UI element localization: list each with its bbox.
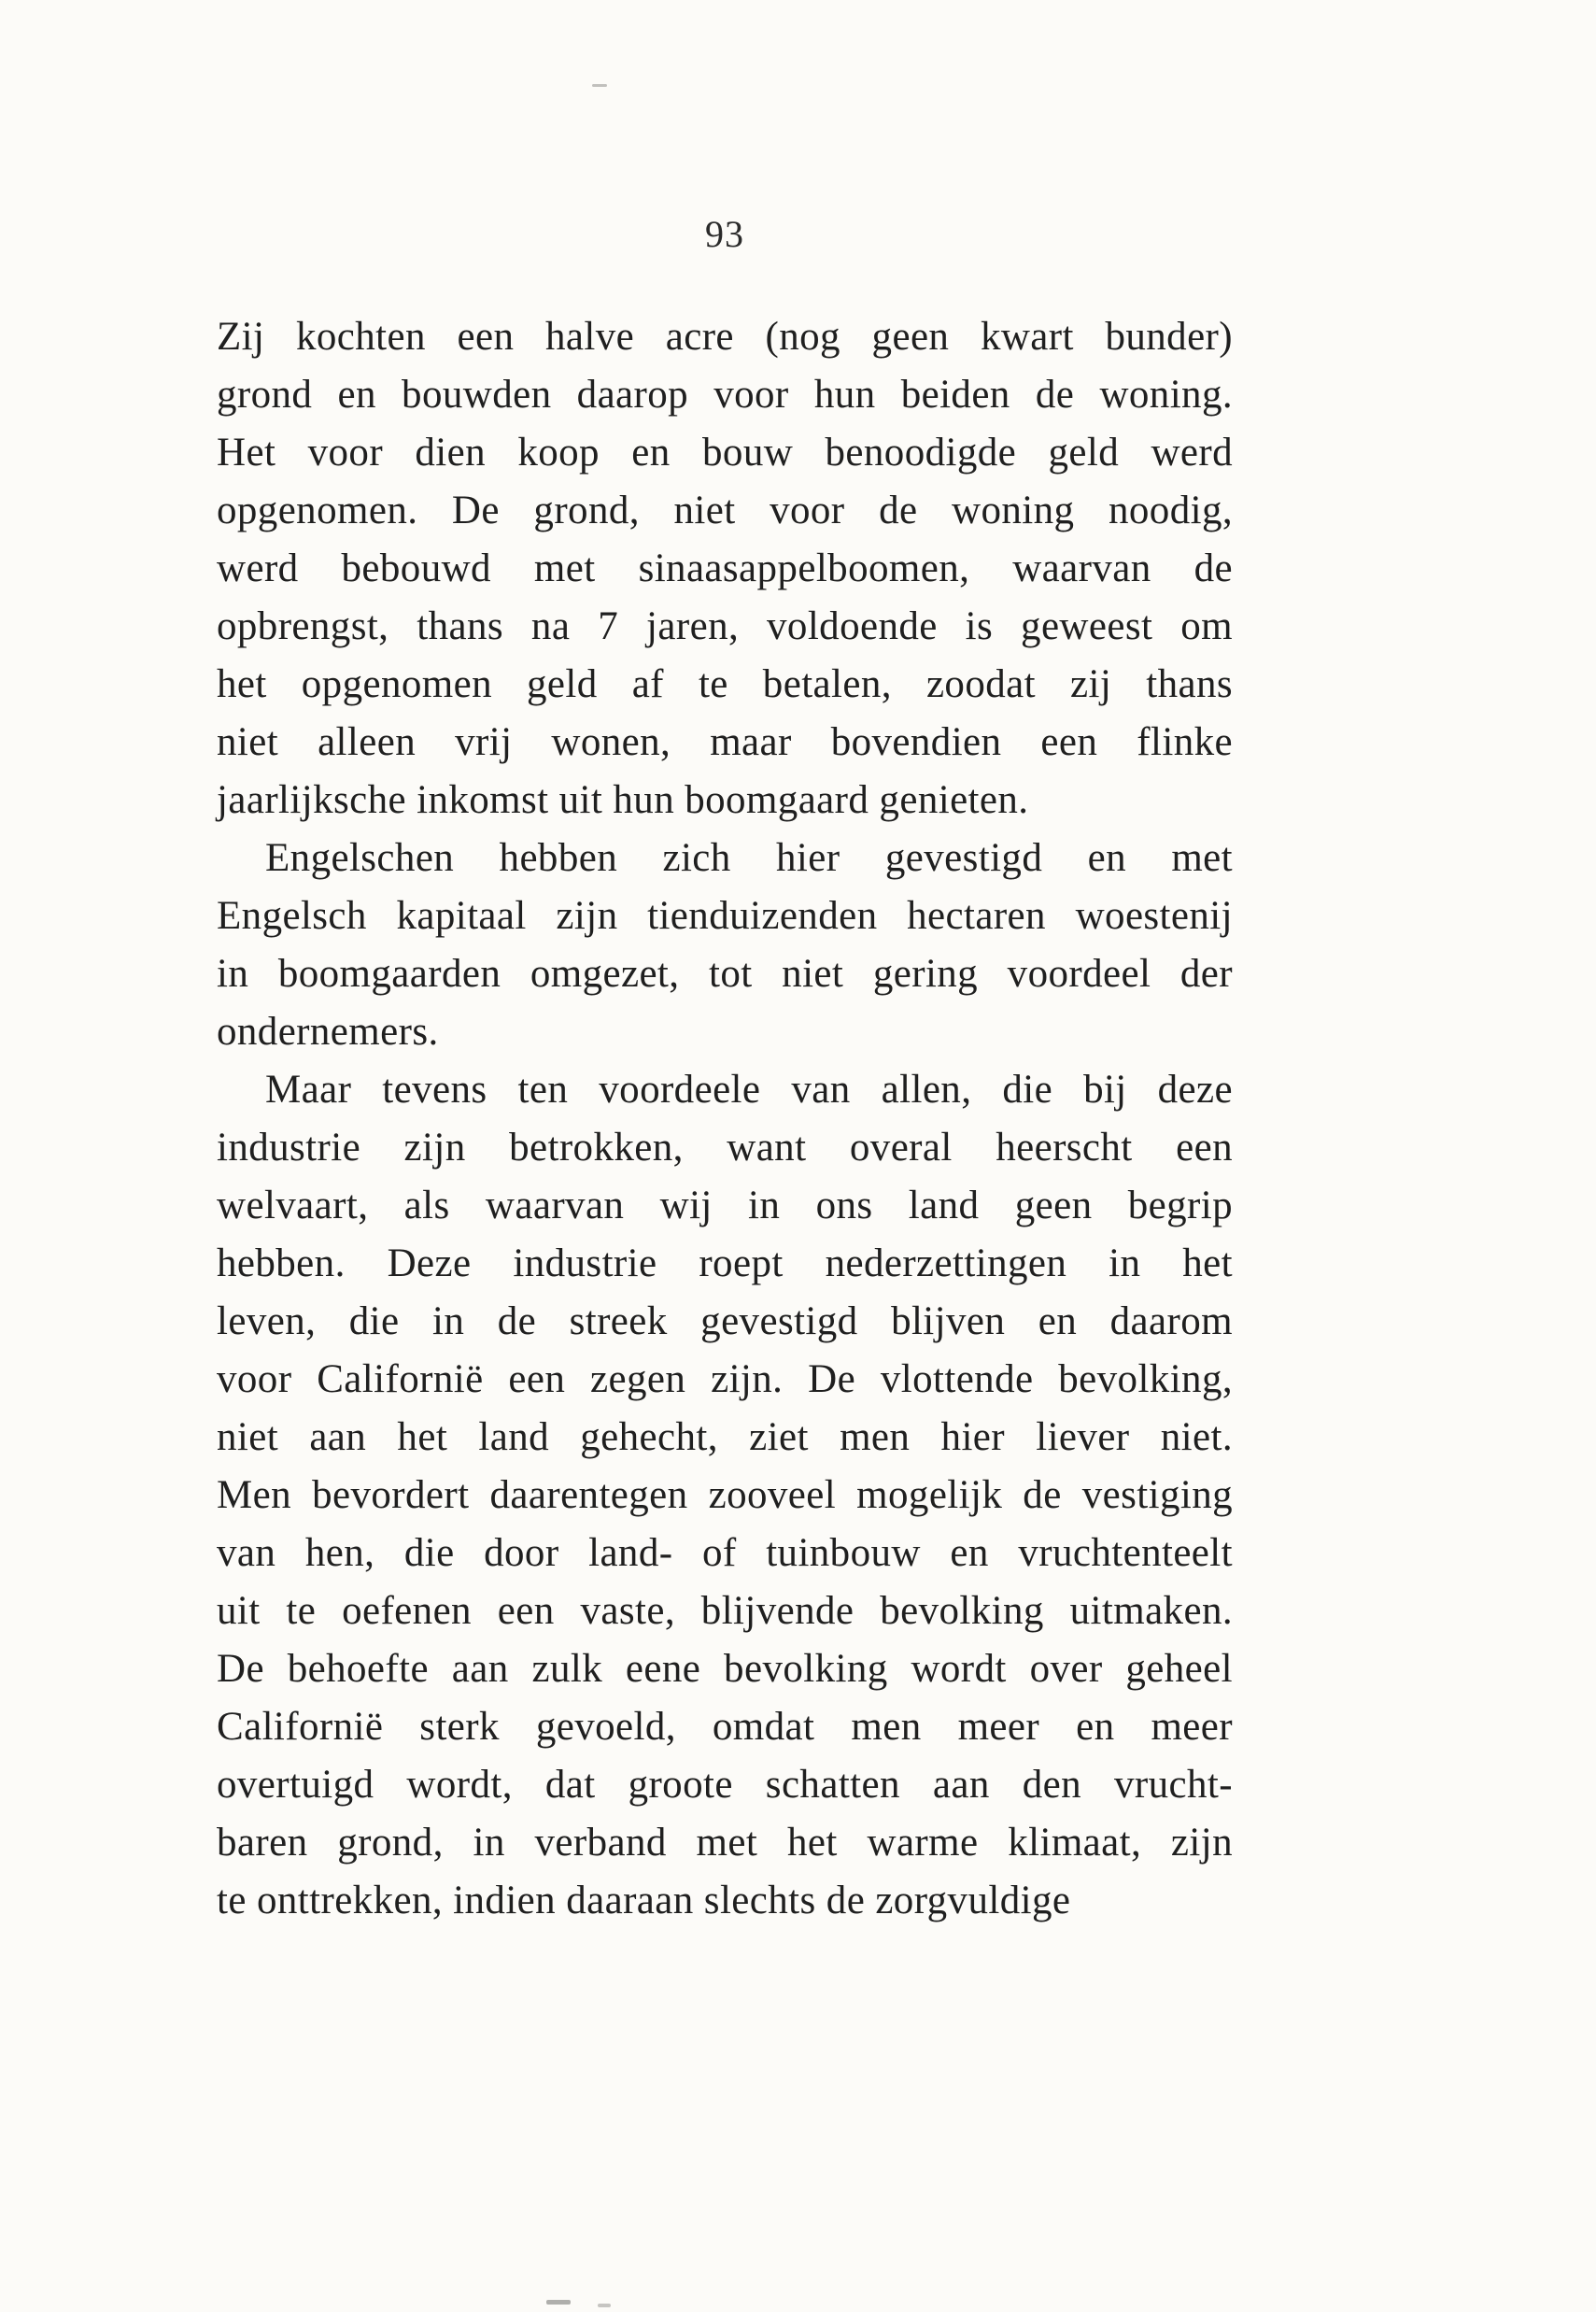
- text-line: Californië sterk gevoeld, omdat men meer en meer: [217, 1705, 1233, 1749]
- text-line: Engelschen hebben zich hier gevestigd en met: [265, 836, 1233, 880]
- text-line: Het voor dien koop en bouw benoodigde geld werd: [217, 431, 1233, 475]
- page-number: 93: [705, 213, 744, 255]
- text-line: Men bevordert daarentegen zooveel mogelijk de vestiging: [217, 1473, 1233, 1517]
- text-line: werd bebouwd met sinaasappelboomen, waarvan de: [217, 546, 1233, 590]
- text-line: Engelsch kapitaal zijn tienduizenden hectaren woestenij: [217, 894, 1233, 938]
- text-line: De behoefte aan zulk eene bevolking wordt over geheel: [217, 1647, 1233, 1691]
- text-line: welvaart, als waarvan wij in ons land geen begrip: [217, 1184, 1233, 1227]
- paragraph: [217, 308, 1233, 830]
- text-line: baren grond, in verband met het warme klimaat, zijn: [217, 1821, 1233, 1865]
- paragraph: [217, 830, 1233, 1061]
- text-line: niet alleen vrij wonen, maar bovendien een flinke: [217, 720, 1233, 764]
- text-line: van hen, die door land- of tuinbouw en vruchtenteelt: [217, 1531, 1233, 1575]
- text-line: opbrengst, thans na 7 jaren, voldoende is geweest om: [217, 604, 1233, 648]
- text-line: ondernemers.: [217, 1010, 439, 1054]
- text-line: jaarlijksche inkomst uit hun boomgaard genieten.: [217, 778, 1029, 822]
- text-line: grond en bouwden daarop voor hun beiden de woning.: [217, 373, 1233, 417]
- text-line: het opgenomen geld af te betalen, zoodat zij thans: [217, 662, 1233, 706]
- scan-artifact: [546, 2300, 571, 2305]
- text-line: Maar tevens ten voordeele van allen, die bij deze: [265, 1068, 1233, 1112]
- text-line: in boomgaarden omgezet, tot niet gering voordeel der: [217, 952, 1233, 996]
- text-line: leven, die in de streek gevestigd blijven en daarom: [217, 1299, 1233, 1343]
- text-line: industrie zijn betrokken, want overal heerscht een: [217, 1126, 1233, 1170]
- text-line: opgenomen. De grond, niet voor de woning noodig,: [217, 489, 1233, 532]
- text-line: voor Californië een zegen zijn. De vlottende bevolking,: [217, 1357, 1233, 1401]
- text-line: niet aan het land gehecht, ziet men hier liever niet.: [217, 1415, 1233, 1459]
- scan-artifact: [598, 2304, 611, 2307]
- scan-artifact: [592, 84, 607, 87]
- text-block: [217, 213, 1233, 1930]
- text-line: overtuigd wordt, dat groote schatten aan den vrucht-: [217, 1763, 1233, 1807]
- text-line: uit te oefenen een vaste, blijvende bevolking uitmaken.: [217, 1589, 1233, 1633]
- paragraph: [217, 1061, 1233, 1930]
- text-line: te onttrekken, indien daaraan slechts de zorgvuldige: [217, 1879, 1071, 1922]
- text-line: Zij kochten een halve acre (nog geen kwart bunder): [217, 315, 1233, 359]
- text-line: hebben. Deze industrie roept nederzettingen in het: [217, 1241, 1233, 1285]
